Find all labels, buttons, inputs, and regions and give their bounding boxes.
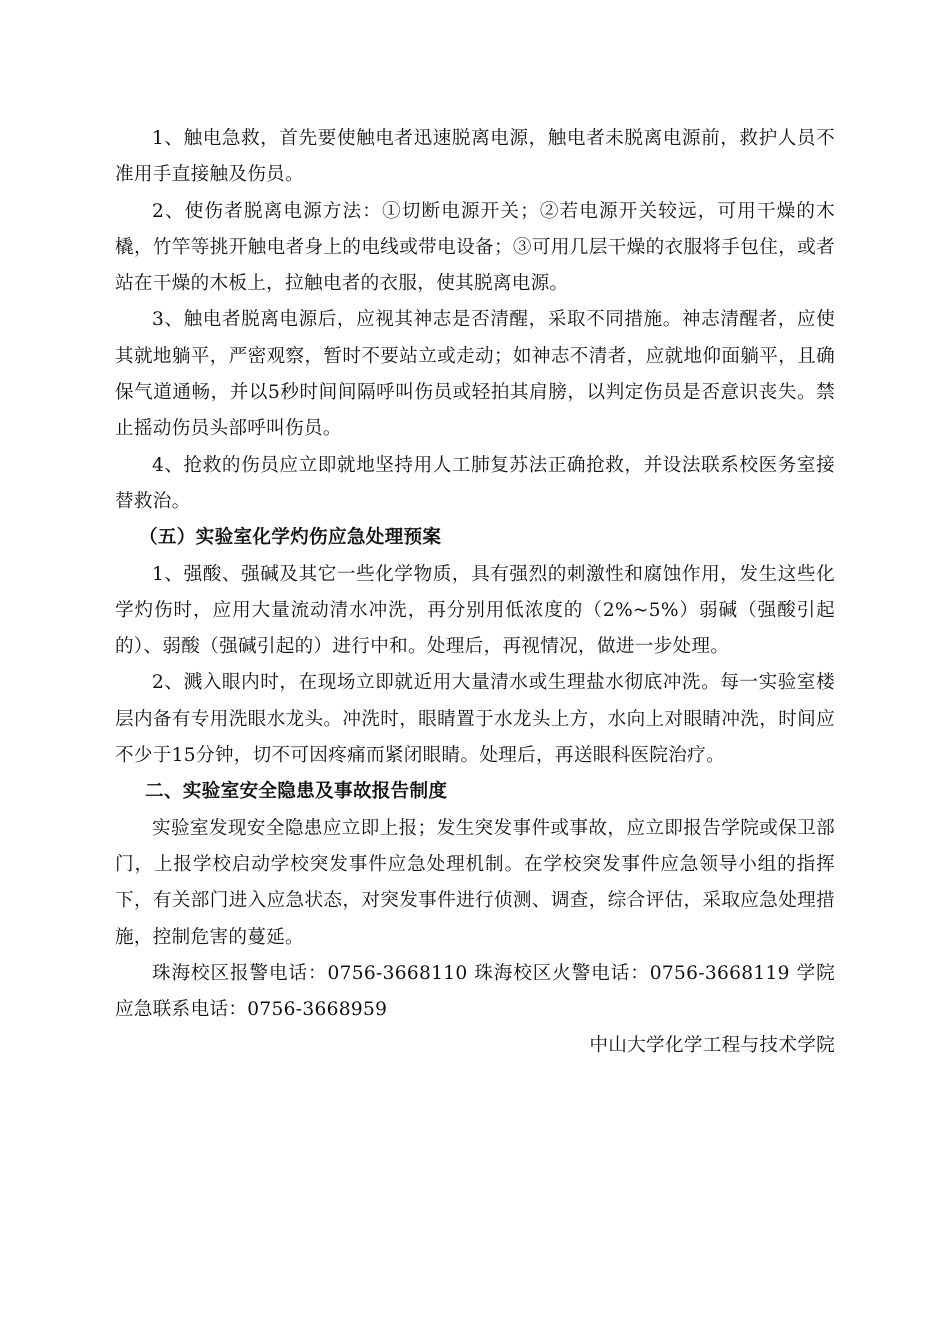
shock-step-2: 2、使伤者脱离电源方法：①切断电源开关；②若电源开关较远，可用干燥的木橇，竹竿等挑开触电者身上的电线或带电设备；③可用几层干燥的衣服将手包住，或者站在干燥的木板上，拉触电者的衣服，使其脱离电源。 xyxy=(115,200,835,295)
shock-step-4: 4、抢救的伤员应立即就地坚持用人工肺复苏法正确抢救，并设法联系校医务室接替救治。 xyxy=(115,454,835,512)
signature: 中山大学化学工程与技术学院 xyxy=(589,1035,835,1057)
burn-step-2: 2、溅入眼内时，在现场立即就近用大量清水或生理盐水彻底冲洗。每一实验室楼层内备有专用洗眼水龙头。冲洗时，眼睛置于水龙头上方，水向上对眼睛冲洗，时间应不少于15分钟，切不可因疼痛而紧闭眼睛。处理后，再送眼科医院治疗。 xyxy=(115,672,835,767)
emergency-phones: 珠海校区报警电话：0756-3668110 珠海校区火警电话：0756-3668119 学院应急联系电话：0756-3668959 xyxy=(115,962,835,1021)
reporting-heading: 二、实验室安全隐患及事故报告制度 xyxy=(145,781,448,803)
document-page xyxy=(115,121,835,1065)
shock-step-3: 3、触电者脱离电源后，应视其神志是否清醒，采取不同措施。神志清醒者，应使其就地躺平，严密观察，暂时不要站立或走动；如神志不清者，应就地仰面躺平，且确保气道通畅，并以5秒时间间隔呼叫伤员或轻拍其肩膀，以判定伤员是否意识丧失。禁止摇动伤员头部呼叫伤员。 xyxy=(115,309,835,440)
shock-step-1: 1、触电急救，首先要使触电者迅速脱离电源，触电者未脱离电源前，救护人员不准用手直接触及伤员。 xyxy=(115,128,835,186)
chemical-burn-heading: （五）实验室化学灼伤应急处理预案 xyxy=(139,527,442,549)
reporting-paragraph: 实验室发现安全隐患应立即上报；发生突发事件或事故，应立即报告学院或保卫部门，上报学校启动学校突发事件应急处理机制。在学校突发事件应急领导小组的指挥下，有关部门进入应急状态，对突发事件进行侦测、调查，综合评估，采取应急处理措施，控制危害的蔓延。 xyxy=(115,817,835,948)
burn-step-1: 1、强酸、强碱及其它一些化学物质，具有强烈的刺激性和腐蚀作用，发生这些化学灼伤时，应用大量流动清水冲洗，再分别用低浓度的（2%~5%）弱碱（强酸引起的）、弱酸（强碱引起的）进行中和。处理后，再视情况，做进一步处理。 xyxy=(115,563,835,658)
